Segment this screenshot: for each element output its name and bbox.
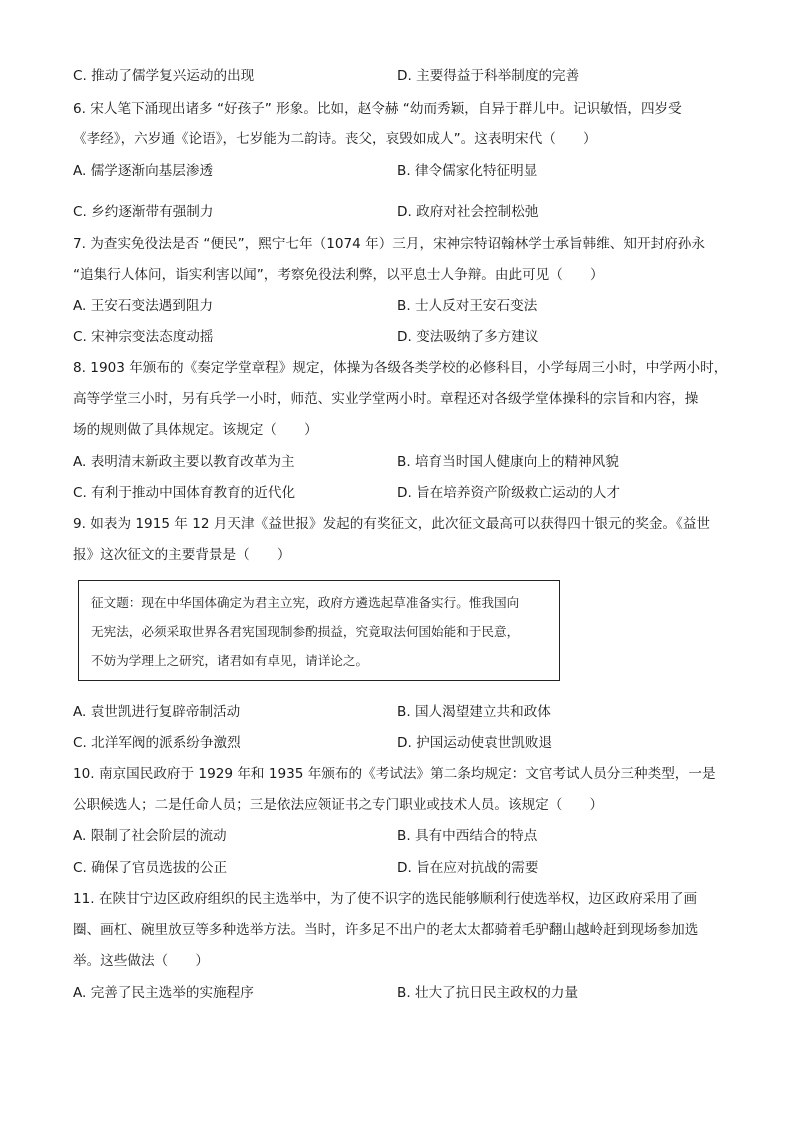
q9-option-b: B. 国人渴望建立共和政体 — [397, 704, 551, 720]
q7-option-a: A. 王安石变法遇到阻力 — [73, 298, 214, 314]
q7-stem-line-2: “追集行人体问，诣实利害以闻”，考察免役法利弊，以平息士人争辩。由此可见（ ） — [73, 267, 604, 283]
q8-option-c: C. 有利于推动中国体育教育的近代化 — [73, 485, 296, 501]
q10-option-d: D. 旨在应对抗战的需要 — [397, 860, 539, 876]
q10-stem-line-1: 10. 南京国民政府于 1929 年和 1935 年颁布的《考试法》第二条均规定：文官考试人员分三种类型，一是 — [73, 766, 716, 782]
q8-option-a: A. 表明清末新政主要以教育改革为主 — [73, 454, 295, 470]
q8-option-d: D. 旨在培养资产阶级救亡运动的人才 — [397, 485, 621, 501]
q6-option-d: D. 政府对社会控制松弛 — [397, 204, 539, 220]
q6-option-c: C. 乡约逐渐带有强制力 — [73, 204, 214, 220]
q6-stem-line-1: 6. 宋人笔下涌现出诸多 “好孩子” 形象。比如，赵令赫 “幼而秀颖，自异于群儿中。记识敏悟，四岁受 — [73, 101, 682, 117]
q6-stem-line-2: 《孝经》，六岁通《论语》，七岁能为二韵诗。丧父，哀毁如成人”。这表明宋代（ ） — [73, 131, 597, 147]
q9-stem-line-1: 9. 如表为 1915 年 12 月天津《益世报》发起的有奖征文，此次征文最高可以获得四十银元的奖金。《益世 — [73, 516, 711, 532]
q5-option-d: D. 主要得益于科举制度的完善 — [397, 68, 580, 84]
q10-stem-line-2: 公职候选人；二是任命人员；三是依法应领证书之专门职业或技术人员。该规定（ ） — [73, 797, 604, 813]
q8-stem-line-1: 8. 1903 年颁布的《奏定学堂章程》规定，体操为各级各类学校的必修科目，小学每周三小时，中学两小时， — [73, 360, 728, 376]
q7-stem-line-1: 7. 为查实免役法是否 “便民”，熙宁七年（1074 年）三月，宋神宗特诏翰林学士承旨韩维、知开封府孙永 — [73, 236, 705, 252]
q9-option-a: A. 袁世凯进行复辟帝制活动 — [73, 704, 241, 720]
q9-essay-table — [78, 580, 560, 681]
q7-option-d: D. 变法吸纳了多方建议 — [397, 329, 539, 345]
q6-option-b: B. 律令儒家化特征明显 — [397, 163, 538, 179]
q11-stem-line-3: 举。这些做法（ ） — [73, 953, 209, 969]
q8-option-b: B. 培育当时国人健康向上的精神风貌 — [397, 454, 619, 470]
q10-option-c: C. 确保了官员选拔的公正 — [73, 860, 228, 876]
q10-option-a: A. 限制了社会阶层的流动 — [73, 828, 227, 844]
q9-table-line-1: 征文题：现在中华国体确定为君主立宪，政府方遴选起草准备实行。惟我国向 — [91, 595, 520, 610]
q11-stem-line-1: 11. 在陕甘宁边区政府组织的民主选举中，为了使不识字的选民能够顺利行使选举权，边区政府采用了画 — [73, 891, 698, 907]
q6-option-a: A. 儒学逐渐向基层渗透 — [73, 163, 214, 179]
q5-option-c: C. 推动了儒学复兴运动的出现 — [73, 68, 255, 84]
q11-option-b: B. 壮大了抗日民主政权的力量 — [397, 985, 579, 1001]
q7-option-b: B. 士人反对王安石变法 — [397, 298, 538, 314]
q9-table-line-3: 不妨为学理上之研究，诸君如有卓见，请详论之。 — [91, 653, 369, 668]
q9-table-line-2: 无宪法，必须采取世界各君宪国现制参酌损益，究竟取法何国始能和于民意， — [91, 624, 520, 639]
q9-option-c: C. 北洋军阀的派系纷争激烈 — [73, 735, 241, 751]
q7-option-c: C. 宋神宗变法态度动摇 — [73, 329, 214, 345]
q11-option-a: A. 完善了民主选举的实施程序 — [73, 985, 254, 1001]
q8-stem-line-2: 高等学堂三小时，另有兵学一小时，师范、实业学堂两小时。章程还对各级学堂体操科的宗旨和内容，操 — [73, 391, 699, 407]
q8-stem-line-3: 场的规则做了具体规定。该规定（ ） — [73, 422, 318, 438]
q10-option-b: B. 具有中西结合的特点 — [397, 828, 538, 844]
q9-stem-line-2: 报》这次征文的主要背景是（ ） — [73, 547, 291, 563]
q9-option-d: D. 护国运动使袁世凯败退 — [397, 735, 553, 751]
q11-stem-line-2: 圈、画杠、碗里放豆等多种选举方法。当时，许多足不出户的老太太都骑着毛驴翻山越岭赶到现场参加选 — [73, 922, 699, 938]
